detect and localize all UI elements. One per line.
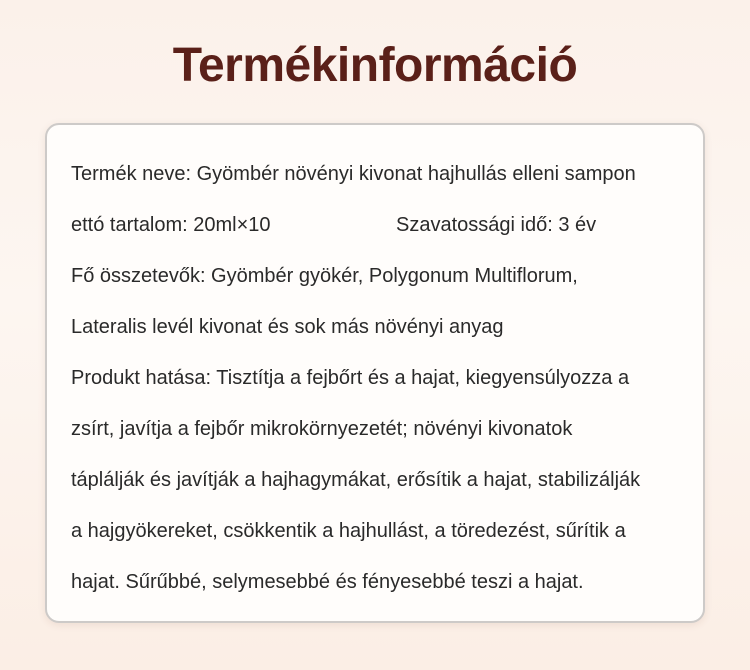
- effect-line-4: a hajgyökereket, csökkentik a hajhullást, a töredezést, sűrítik a: [71, 520, 626, 542]
- product-name-line: Termék neve: Gyömbér növényi kivonat hajhullás elleni sampon: [71, 163, 636, 185]
- page-title: Termékinformáció: [172, 39, 578, 92]
- net-content-line: [71, 200, 693, 251]
- ingredients-line-1: Fő összetevők: Gyömbér gyökér, Polygonum Multiflorum,: [71, 265, 578, 287]
- product-info-card: [45, 123, 705, 623]
- effect-line-3: táplálják és javítják a hajhagymákat, erősítik a hajat, stabilizálják: [71, 469, 641, 491]
- effect-line-5: hajat. Sűrűbbé, selymesebbé és fényesebbé teszi a hajat.: [71, 571, 584, 593]
- product-info-text: [71, 149, 693, 608]
- shelf-life-text: Szavatossági idő: 3 év: [396, 214, 597, 236]
- ingredients-line-2: Lateralis levél kivonat és sok más növényi anyag: [71, 316, 504, 338]
- effect-line-1: Produkt hatása: Tisztítja a fejbőrt és a hajat, kiegyensúlyozza a: [71, 367, 630, 389]
- net-content-text: ettó tartalom: 20ml×10: [71, 214, 271, 236]
- effect-line-2: zsírt, javítja a fejbőr mikrokörnyezetét; növényi kivonatok: [71, 418, 573, 440]
